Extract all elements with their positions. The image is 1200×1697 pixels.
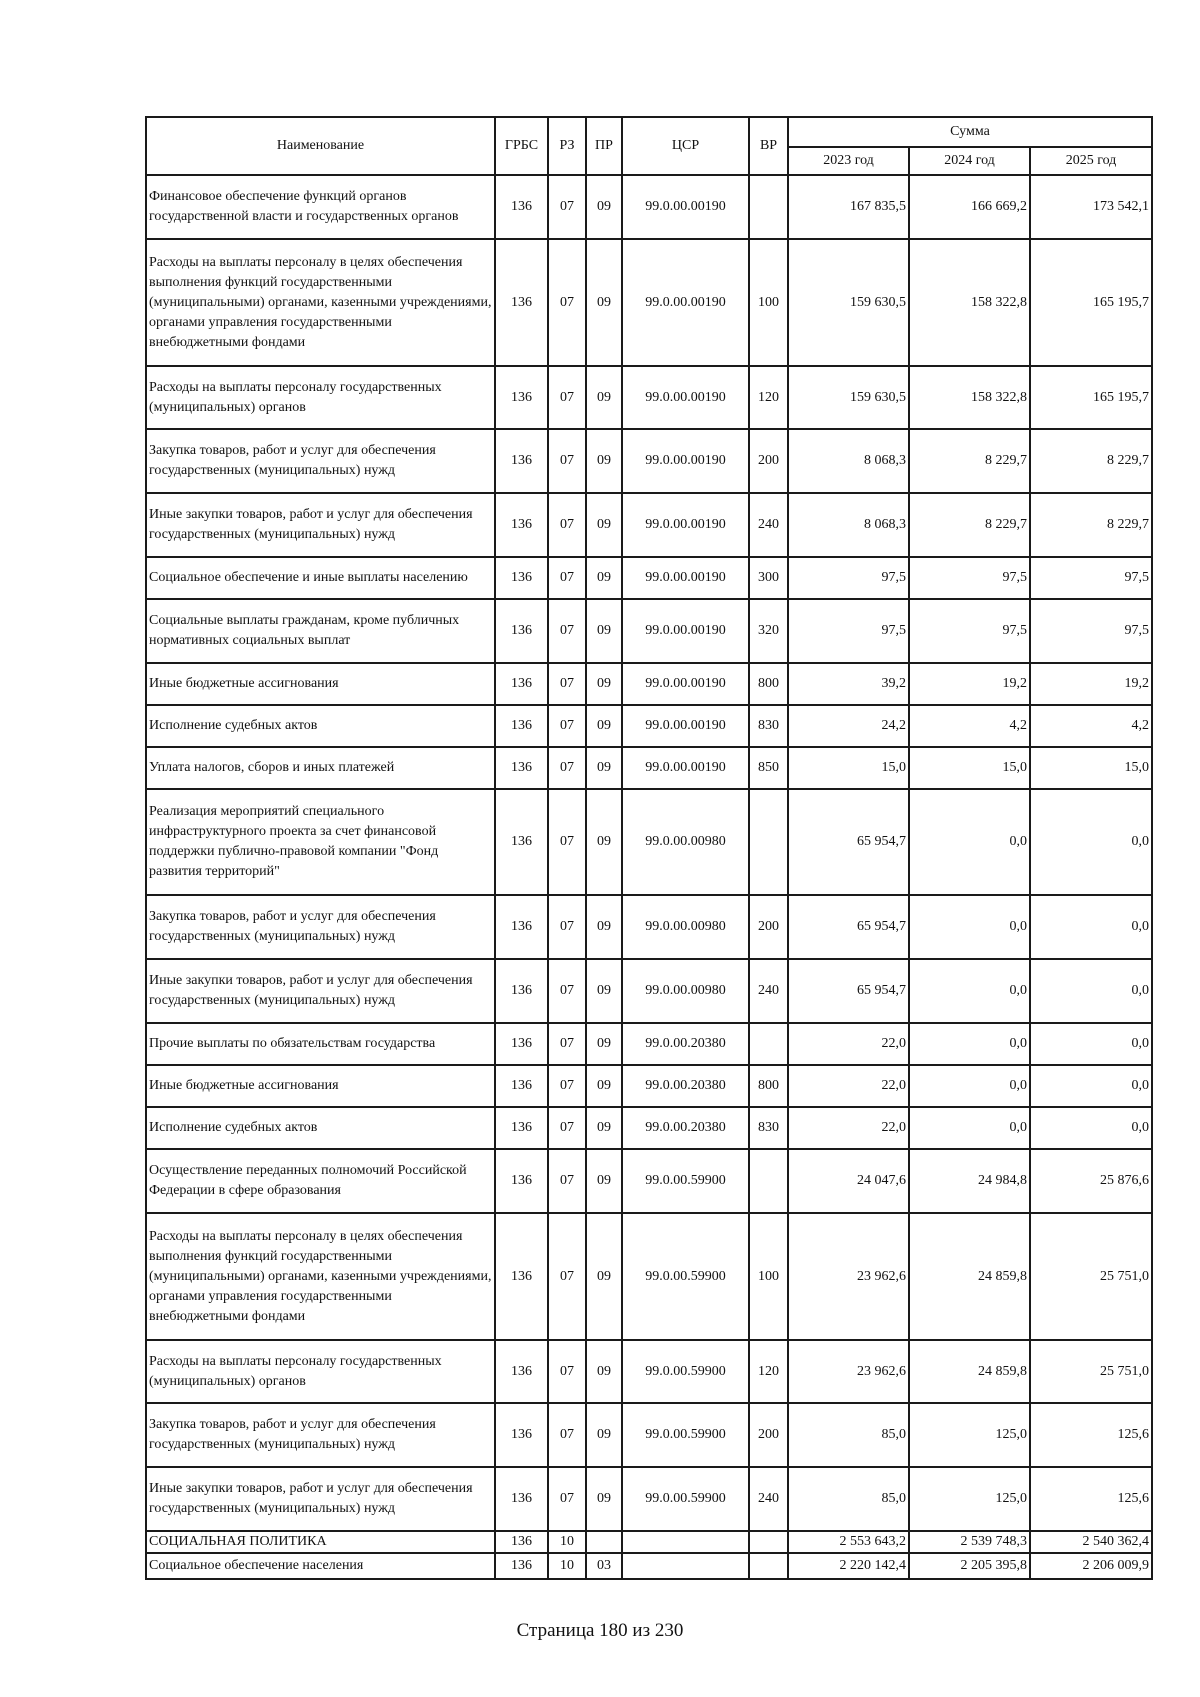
cell-vr: 200: [749, 895, 788, 959]
cell-rz: 07: [548, 895, 586, 959]
cell-2023: 85,0: [788, 1403, 909, 1467]
cell-csr: 99.0.00.59900: [622, 1467, 749, 1531]
cell-name: Исполнение судебных актов: [146, 705, 495, 747]
table-row: [146, 1213, 1152, 1340]
cell-2024: 8 229,7: [909, 429, 1030, 493]
cell-2025: 173 542,1: [1030, 175, 1152, 239]
cell-vr: 240: [749, 959, 788, 1023]
cell-csr: 99.0.00.00980: [622, 789, 749, 895]
cell-pr: 09: [586, 747, 622, 789]
cell-csr: 99.0.00.00190: [622, 493, 749, 557]
cell-2024: 158 322,8: [909, 239, 1030, 366]
cell-csr: 99.0.00.00980: [622, 895, 749, 959]
cell-name: Расходы на выплаты персоналу государственных (муниципальных) органов: [146, 366, 495, 429]
cell-rz: 07: [548, 959, 586, 1023]
page-number: Страница 180 из 230: [516, 1620, 684, 1641]
cell-2023: 24,2: [788, 705, 909, 747]
cell-2024: 24 859,8: [909, 1213, 1030, 1340]
cell-grbs: 136: [495, 1340, 548, 1403]
cell-2023: 85,0: [788, 1467, 909, 1531]
cell-2025: 165 195,7: [1030, 366, 1152, 429]
header-rz: РЗ: [548, 117, 586, 175]
cell-csr: 99.0.00.59900: [622, 1403, 749, 1467]
cell-2025: 0,0: [1030, 895, 1152, 959]
cell-grbs: 136: [495, 789, 548, 895]
cell-rz: 07: [548, 429, 586, 493]
table-row: [146, 239, 1152, 366]
cell-2025: 0,0: [1030, 1023, 1152, 1065]
cell-2025: 0,0: [1030, 789, 1152, 895]
cell-vr: 120: [749, 1340, 788, 1403]
cell-pr: 09: [586, 789, 622, 895]
cell-pr: 09: [586, 175, 622, 239]
cell-vr: 200: [749, 1403, 788, 1467]
cell-2025: 25 751,0: [1030, 1213, 1152, 1340]
cell-pr: 09: [586, 1065, 622, 1107]
cell-2024: 158 322,8: [909, 366, 1030, 429]
cell-2024: 2 205 395,8: [909, 1553, 1030, 1579]
cell-2025: 25 751,0: [1030, 1340, 1152, 1403]
cell-grbs: 136: [495, 1149, 548, 1213]
cell-name: Закупка товаров, работ и услуг для обеспечения государственных (муниципальных) нужд: [146, 1403, 495, 1467]
cell-name: Социальное обеспечение населения: [146, 1553, 495, 1579]
cell-csr: 99.0.00.20380: [622, 1107, 749, 1149]
cell-2023: 22,0: [788, 1023, 909, 1065]
cell-grbs: 136: [495, 747, 548, 789]
header-year-2025: 2025 год: [1030, 147, 1152, 175]
cell-name: Расходы на выплаты персоналу государственных (муниципальных) органов: [146, 1340, 495, 1403]
cell-name: Закупка товаров, работ и услуг для обеспечения государственных (муниципальных) нужд: [146, 429, 495, 493]
cell-2023: 159 630,5: [788, 239, 909, 366]
cell-csr: 99.0.00.20380: [622, 1065, 749, 1107]
table-row: [146, 557, 1152, 599]
cell-2024: 166 669,2: [909, 175, 1030, 239]
table-row: [146, 705, 1152, 747]
cell-grbs: 136: [495, 959, 548, 1023]
cell-rz: 07: [548, 557, 586, 599]
cell-2024: 0,0: [909, 959, 1030, 1023]
cell-vr: [749, 1531, 788, 1553]
cell-pr: 09: [586, 599, 622, 663]
cell-2025: 97,5: [1030, 599, 1152, 663]
cell-name: Иные закупки товаров, работ и услуг для обеспечения государственных (муниципальных) нужд: [146, 1467, 495, 1531]
cell-name: Финансовое обеспечение функций органов государственной власти и государственных органов: [146, 175, 495, 239]
cell-name: Иные бюджетные ассигнования: [146, 663, 495, 705]
header-year-2024: 2024 год: [909, 147, 1030, 175]
cell-vr: [749, 1023, 788, 1065]
cell-pr: 09: [586, 959, 622, 1023]
header-pr: ПР: [586, 117, 622, 175]
cell-2023: 39,2: [788, 663, 909, 705]
cell-name: Расходы на выплаты персоналу в целях обеспечения выполнения функций государственными (муниципальными) органами, казенными учреждениями, органами управления государственными внебюджетными фондами: [146, 239, 495, 366]
table-row: [146, 429, 1152, 493]
cell-2024: 0,0: [909, 789, 1030, 895]
cell-vr: [749, 175, 788, 239]
cell-csr: 99.0.00.20380: [622, 1023, 749, 1065]
cell-vr: 320: [749, 599, 788, 663]
cell-2025: 15,0: [1030, 747, 1152, 789]
header-year-2023: 2023 год: [788, 147, 909, 175]
cell-pr: 09: [586, 1340, 622, 1403]
cell-2025: 165 195,7: [1030, 239, 1152, 366]
cell-grbs: 136: [495, 1531, 548, 1553]
cell-vr: 200: [749, 429, 788, 493]
cell-csr: 99.0.00.59900: [622, 1213, 749, 1340]
cell-name: Прочие выплаты по обязательствам государства: [146, 1023, 495, 1065]
cell-2023: 97,5: [788, 557, 909, 599]
cell-2024: 125,0: [909, 1403, 1030, 1467]
cell-csr: 99.0.00.00190: [622, 705, 749, 747]
cell-csr: 99.0.00.00980: [622, 959, 749, 1023]
cell-2024: 0,0: [909, 895, 1030, 959]
cell-name: Расходы на выплаты персоналу в целях обеспечения выполнения функций государственными (муниципальными) органами, казенными учреждениями, органами управления государственными внебюджетными фондами: [146, 1213, 495, 1340]
cell-rz: 07: [548, 1213, 586, 1340]
cell-2023: 8 068,3: [788, 493, 909, 557]
cell-2024: 0,0: [909, 1023, 1030, 1065]
cell-2024: 8 229,7: [909, 493, 1030, 557]
cell-rz: 07: [548, 1340, 586, 1403]
cell-vr: 100: [749, 239, 788, 366]
cell-2023: 2 220 142,4: [788, 1553, 909, 1579]
header-grbs: ГРБС: [495, 117, 548, 175]
table-row: [146, 366, 1152, 429]
cell-rz: 10: [548, 1531, 586, 1553]
cell-2024: 97,5: [909, 557, 1030, 599]
cell-2025: 0,0: [1030, 1107, 1152, 1149]
cell-rz: 07: [548, 366, 586, 429]
cell-name: Иные бюджетные ассигнования: [146, 1065, 495, 1107]
cell-2024: 0,0: [909, 1065, 1030, 1107]
cell-rz: 07: [548, 175, 586, 239]
cell-vr: 830: [749, 1107, 788, 1149]
cell-2023: 97,5: [788, 599, 909, 663]
cell-2023: 8 068,3: [788, 429, 909, 493]
cell-name: Реализация мероприятий специального инфраструктурного проекта за счет финансовой поддержки публично-правовой компании "Фонд развития территорий": [146, 789, 495, 895]
cell-2023: 65 954,7: [788, 895, 909, 959]
cell-vr: 300: [749, 557, 788, 599]
budget-table: [145, 116, 1153, 1580]
cell-csr: 99.0.00.59900: [622, 1340, 749, 1403]
cell-2023: 24 047,6: [788, 1149, 909, 1213]
cell-pr: [586, 1531, 622, 1553]
cell-2025: 8 229,7: [1030, 493, 1152, 557]
cell-pr: 09: [586, 1023, 622, 1065]
table-row: [146, 1023, 1152, 1065]
table-row: [146, 175, 1152, 239]
cell-pr: 09: [586, 557, 622, 599]
cell-pr: 09: [586, 493, 622, 557]
cell-name: Уплата налогов, сборов и иных платежей: [146, 747, 495, 789]
cell-grbs: 136: [495, 1213, 548, 1340]
cell-2023: 23 962,6: [788, 1213, 909, 1340]
cell-rz: 07: [548, 1403, 586, 1467]
cell-grbs: 136: [495, 366, 548, 429]
cell-2025: 4,2: [1030, 705, 1152, 747]
cell-pr: 09: [586, 1467, 622, 1531]
cell-pr: 09: [586, 1149, 622, 1213]
cell-rz: 10: [548, 1553, 586, 1579]
cell-rz: 07: [548, 705, 586, 747]
cell-name: Социальные выплаты гражданам, кроме публичных нормативных социальных выплат: [146, 599, 495, 663]
cell-vr: 800: [749, 1065, 788, 1107]
cell-2023: 65 954,7: [788, 789, 909, 895]
cell-2024: 19,2: [909, 663, 1030, 705]
table-row: [146, 493, 1152, 557]
cell-pr: 09: [586, 366, 622, 429]
cell-name: Иные закупки товаров, работ и услуг для обеспечения государственных (муниципальных) нужд: [146, 959, 495, 1023]
table-row: [146, 1467, 1152, 1531]
cell-2024: 24 859,8: [909, 1340, 1030, 1403]
cell-rz: 07: [548, 747, 586, 789]
cell-pr: 09: [586, 1403, 622, 1467]
cell-2024: 24 984,8: [909, 1149, 1030, 1213]
cell-2023: 22,0: [788, 1065, 909, 1107]
cell-csr: 99.0.00.00190: [622, 747, 749, 789]
cell-2024: 125,0: [909, 1467, 1030, 1531]
cell-csr: 99.0.00.00190: [622, 239, 749, 366]
cell-csr: 99.0.00.00190: [622, 429, 749, 493]
cell-rz: 07: [548, 1065, 586, 1107]
cell-csr: 99.0.00.00190: [622, 366, 749, 429]
cell-2025: 19,2: [1030, 663, 1152, 705]
table-body: [146, 175, 1152, 1579]
cell-grbs: 136: [495, 705, 548, 747]
cell-grbs: 136: [495, 663, 548, 705]
cell-pr: 09: [586, 1107, 622, 1149]
cell-2023: 15,0: [788, 747, 909, 789]
cell-grbs: 136: [495, 557, 548, 599]
cell-grbs: 136: [495, 1403, 548, 1467]
table-row: [146, 895, 1152, 959]
cell-2024: 4,2: [909, 705, 1030, 747]
cell-grbs: 136: [495, 1467, 548, 1531]
table-row: [146, 1107, 1152, 1149]
table-row: [146, 599, 1152, 663]
cell-2023: 23 962,6: [788, 1340, 909, 1403]
cell-vr: 850: [749, 747, 788, 789]
cell-2024: 2 539 748,3: [909, 1531, 1030, 1553]
cell-2025: 25 876,6: [1030, 1149, 1152, 1213]
cell-name: Закупка товаров, работ и услуг для обеспечения государственных (муниципальных) нужд: [146, 895, 495, 959]
cell-csr: 99.0.00.00190: [622, 557, 749, 599]
cell-grbs: 136: [495, 239, 548, 366]
cell-pr: 09: [586, 239, 622, 366]
cell-rz: 07: [548, 663, 586, 705]
cell-rz: 07: [548, 1107, 586, 1149]
cell-vr: 240: [749, 493, 788, 557]
cell-grbs: 136: [495, 599, 548, 663]
cell-grbs: 136: [495, 175, 548, 239]
cell-vr: 100: [749, 1213, 788, 1340]
table-row: [146, 747, 1152, 789]
cell-vr: 240: [749, 1467, 788, 1531]
cell-pr: 09: [586, 1213, 622, 1340]
cell-rz: 07: [548, 789, 586, 895]
cell-2023: 167 835,5: [788, 175, 909, 239]
cell-rz: 07: [548, 599, 586, 663]
cell-2024: 97,5: [909, 599, 1030, 663]
cell-grbs: 136: [495, 429, 548, 493]
cell-rz: 07: [548, 1467, 586, 1531]
header-vr: ВР: [749, 117, 788, 175]
cell-vr: [749, 1553, 788, 1579]
table-row: [146, 1553, 1152, 1579]
table-row: [146, 1531, 1152, 1553]
cell-vr: [749, 1149, 788, 1213]
cell-2023: 65 954,7: [788, 959, 909, 1023]
cell-pr: 09: [586, 429, 622, 493]
cell-vr: 830: [749, 705, 788, 747]
cell-2025: 125,6: [1030, 1467, 1152, 1531]
cell-rz: 07: [548, 1149, 586, 1213]
table-row: [146, 1065, 1152, 1107]
table-row: [146, 663, 1152, 705]
cell-grbs: 136: [495, 1107, 548, 1149]
cell-grbs: 136: [495, 1023, 548, 1065]
cell-grbs: 136: [495, 1553, 548, 1579]
table-row: [146, 1403, 1152, 1467]
table-row: [146, 789, 1152, 895]
cell-vr: [749, 789, 788, 895]
cell-2025: 2 540 362,4: [1030, 1531, 1152, 1553]
cell-2025: 8 229,7: [1030, 429, 1152, 493]
header-sum: Сумма: [788, 117, 1152, 147]
cell-2025: 2 206 009,9: [1030, 1553, 1152, 1579]
cell-2023: 22,0: [788, 1107, 909, 1149]
cell-csr: 99.0.00.00190: [622, 663, 749, 705]
cell-2023: 159 630,5: [788, 366, 909, 429]
cell-csr: 99.0.00.59900: [622, 1149, 749, 1213]
table-row: [146, 1149, 1152, 1213]
cell-grbs: 136: [495, 1065, 548, 1107]
cell-pr: 09: [586, 705, 622, 747]
cell-grbs: 136: [495, 895, 548, 959]
cell-name: Иные закупки товаров, работ и услуг для обеспечения государственных (муниципальных) нужд: [146, 493, 495, 557]
table-row: [146, 1340, 1152, 1403]
cell-2025: 0,0: [1030, 959, 1152, 1023]
cell-pr: 09: [586, 895, 622, 959]
header-csr: ЦСР: [622, 117, 749, 175]
cell-2025: 0,0: [1030, 1065, 1152, 1107]
header-name: Наименование: [146, 117, 495, 175]
cell-csr: [622, 1531, 749, 1553]
cell-2024: 15,0: [909, 747, 1030, 789]
cell-2023: 2 553 643,2: [788, 1531, 909, 1553]
cell-grbs: 136: [495, 493, 548, 557]
cell-2024: 0,0: [909, 1107, 1030, 1149]
cell-rz: 07: [548, 1023, 586, 1065]
cell-2025: 97,5: [1030, 557, 1152, 599]
cell-csr: [622, 1553, 749, 1579]
cell-name: Осуществление переданных полномочий Российской Федерации в сфере образования: [146, 1149, 495, 1213]
cell-pr: 09: [586, 663, 622, 705]
cell-name: Социальное обеспечение и иные выплаты населению: [146, 557, 495, 599]
cell-csr: 99.0.00.00190: [622, 599, 749, 663]
cell-name: Исполнение судебных актов: [146, 1107, 495, 1149]
cell-csr: 99.0.00.00190: [622, 175, 749, 239]
cell-rz: 07: [548, 493, 586, 557]
cell-rz: 07: [548, 239, 586, 366]
cell-pr: 03: [586, 1553, 622, 1579]
cell-2025: 125,6: [1030, 1403, 1152, 1467]
cell-name: СОЦИАЛЬНАЯ ПОЛИТИКА: [146, 1531, 495, 1553]
table-row: [146, 959, 1152, 1023]
cell-vr: 800: [749, 663, 788, 705]
cell-vr: 120: [749, 366, 788, 429]
